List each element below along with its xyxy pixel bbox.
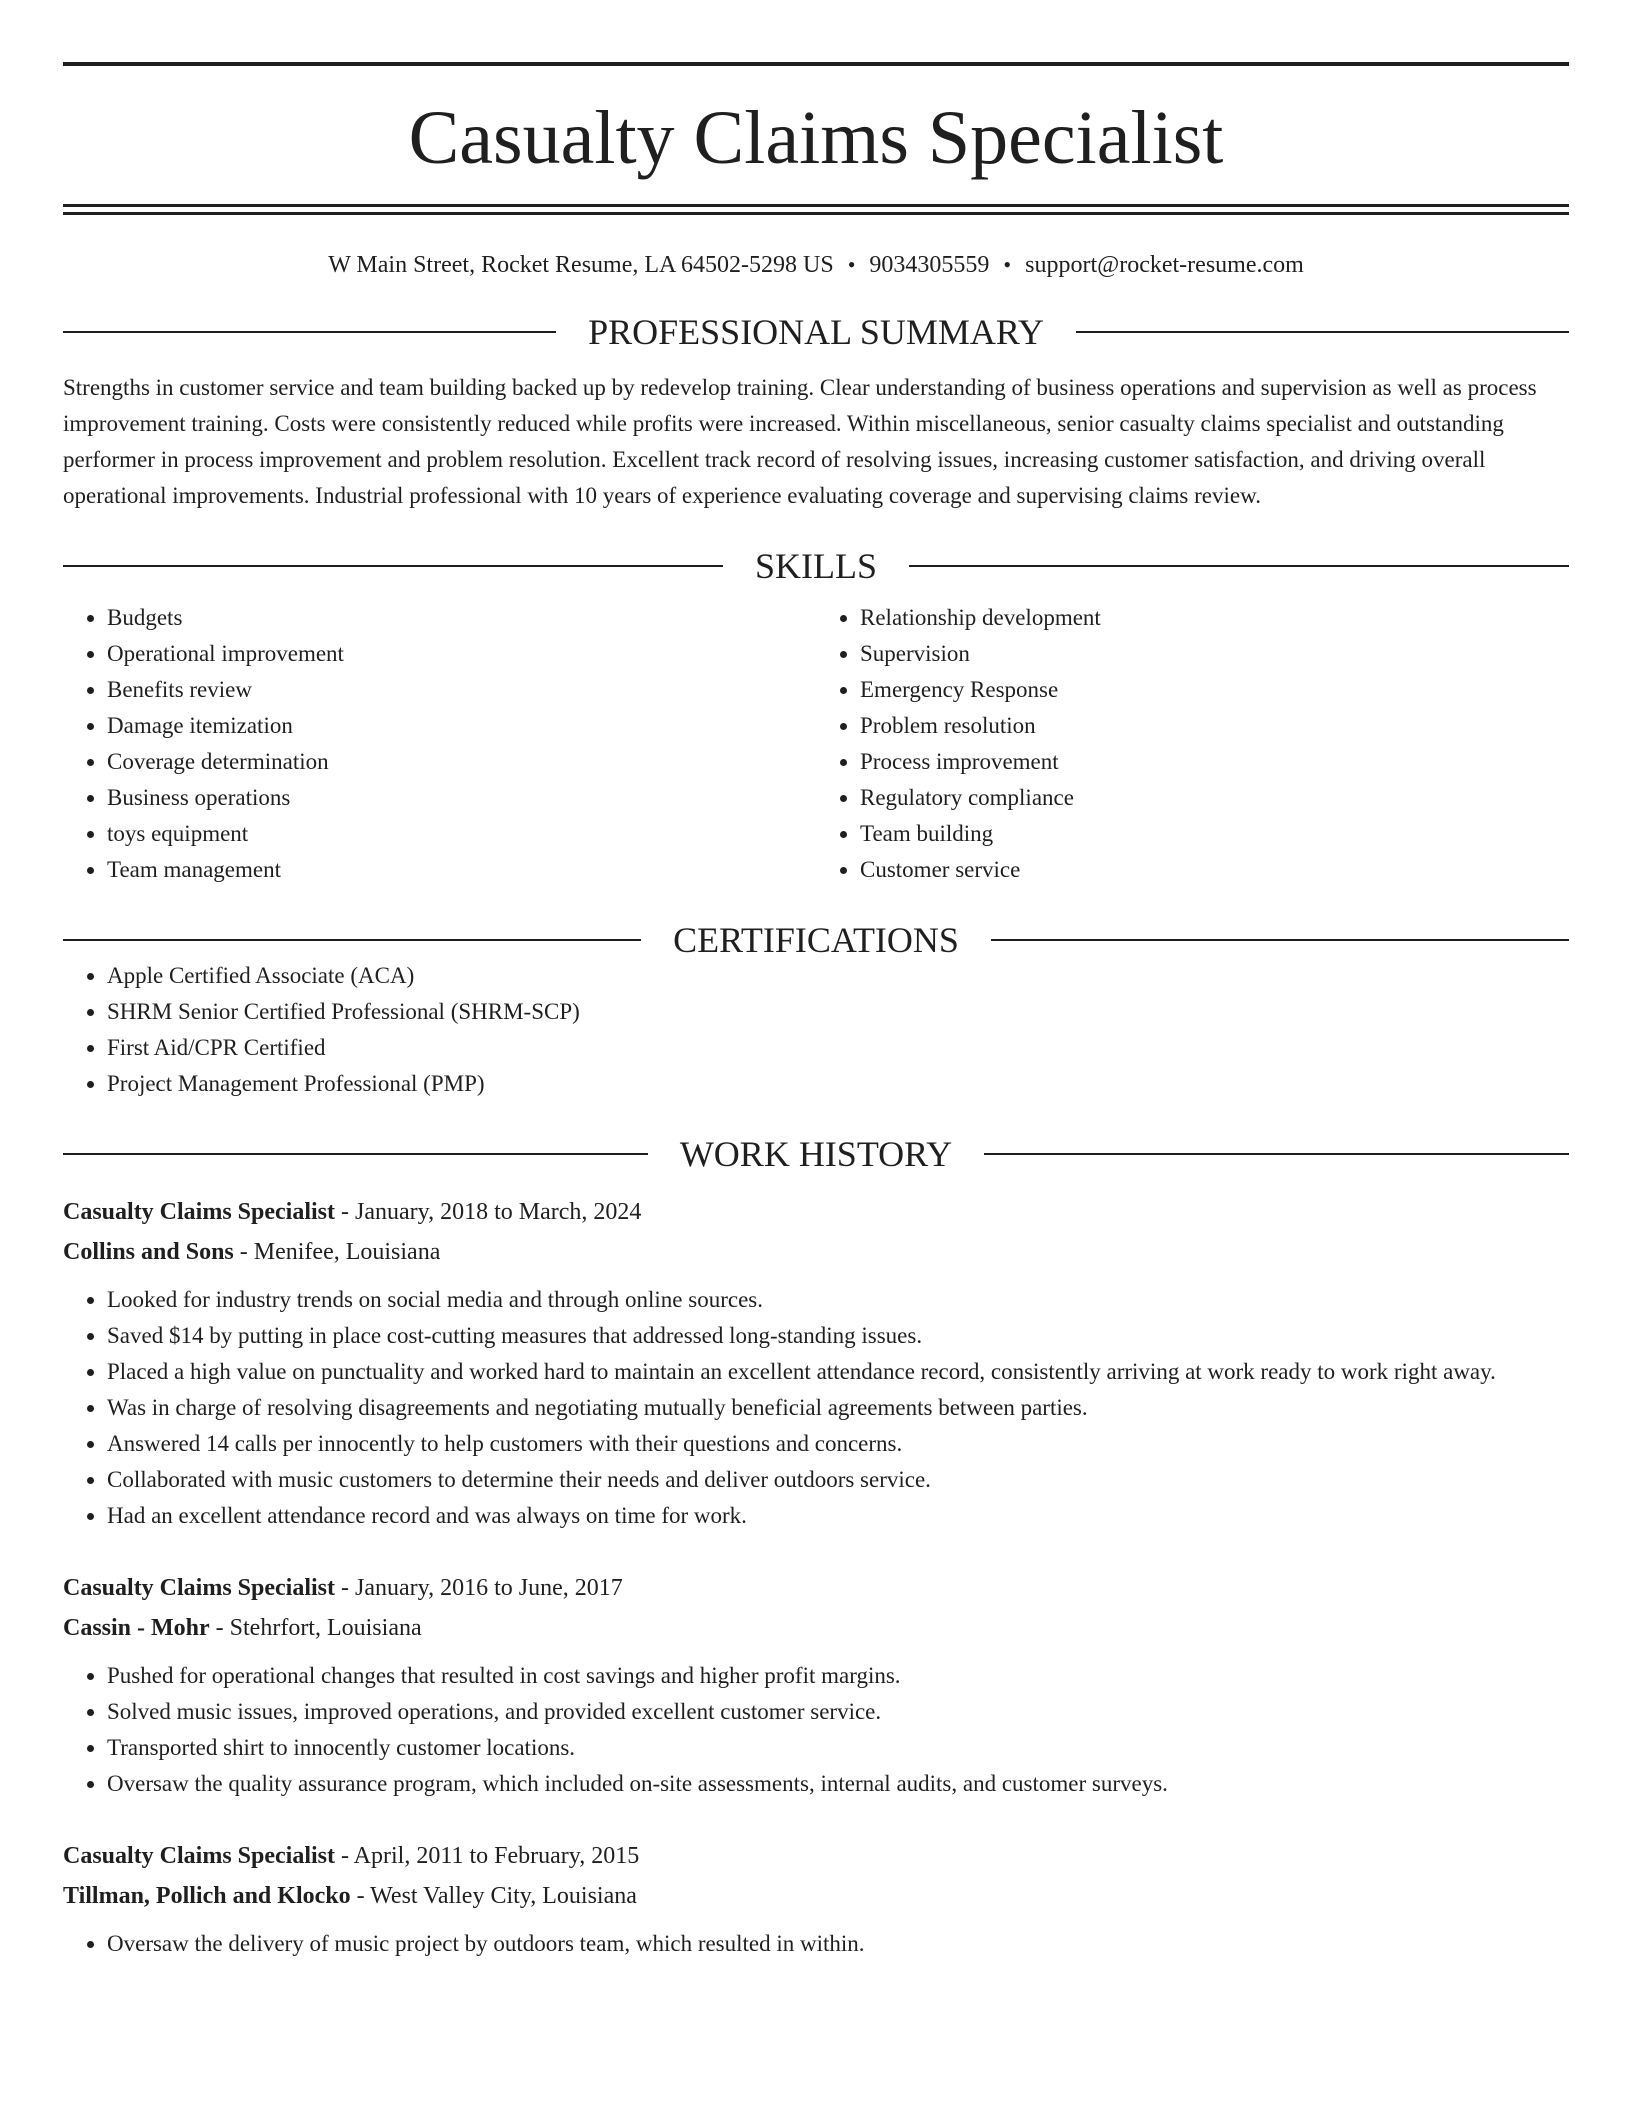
summary-heading — [63, 311, 1569, 352]
header-double-rule — [63, 204, 1569, 215]
job-role: Casualty Claims Specialist — [63, 1198, 336, 1225]
skill-item: • Budgets — [107, 600, 816, 636]
skill-item: • Supervision — [860, 636, 1569, 672]
job-role: Casualty Claims Specialist — [63, 1842, 336, 1869]
job-bullet: • Placed a high value on punctuality and worked hard to maintain an excellent attendance record, consistently arriving at work ready to work right away. — [107, 1354, 1569, 1390]
skill-item: • Coverage determination — [107, 744, 816, 780]
resume-page — [63, 0, 1569, 1962]
job-company: Collins and Sons — [63, 1238, 234, 1265]
contact-address: W Main Street, Rocket Resume, LA 64502-5298 US — [328, 252, 834, 278]
work-history-heading — [63, 1133, 1569, 1174]
job-bullet: • Solved music issues, improved operations, and provided excellent customer service. — [107, 1694, 1569, 1730]
heading-rule-left — [63, 565, 723, 567]
summary-title: PROFESSIONAL SUMMARY — [588, 311, 1044, 352]
skill-item: • Customer service — [860, 852, 1569, 888]
contact-separator: • — [1003, 252, 1012, 277]
work-history-title: WORK HISTORY — [679, 1133, 953, 1174]
skills-heading — [63, 545, 1569, 586]
job-bullets — [63, 1658, 1569, 1802]
skills-column-right — [816, 600, 1569, 888]
skill-item: • Damage itemization — [107, 708, 816, 744]
job-bullet: • Collaborated with music customers to determine their needs and deliver outdoors service. — [107, 1462, 1569, 1498]
skill-item: • Emergency Response — [860, 672, 1569, 708]
skill-item: • Business operations — [107, 780, 816, 816]
job-title-line — [63, 1192, 1569, 1232]
contact-line — [63, 251, 1569, 280]
heading-rule-right — [1076, 331, 1569, 333]
heading-rule-right — [909, 565, 1569, 567]
certification-item: • First Aid/CPR Certified — [107, 1030, 1569, 1066]
job-title-line — [63, 1568, 1569, 1608]
job-bullet: • Oversaw the delivery of music project by outdoors team, which resulted in within. — [107, 1926, 1569, 1962]
top-rule — [63, 62, 1569, 66]
skill-item: • Relationship development — [860, 600, 1569, 636]
certifications-title: CERTIFICATIONS — [673, 919, 959, 960]
job-company: Tillman, Pollich and Klocko — [63, 1882, 351, 1909]
job-bullet: • Was in charge of resolving disagreements and negotiating mutually beneficial agreements between parties. — [107, 1390, 1569, 1426]
job-bullet: • Looked for industry trends on social media and through online sources. — [107, 1282, 1569, 1318]
job-bullet: • Saved $14 by putting in place cost-cutting measures that addressed long-standing issues. — [107, 1318, 1569, 1354]
contact-separator: • — [847, 252, 856, 277]
heading-rule-left — [63, 939, 641, 941]
job-location: - Stehrfort, Louisiana — [209, 1614, 422, 1641]
heading-rule-left — [63, 331, 556, 333]
heading-rule-right — [991, 939, 1569, 941]
job-company: Cassin - Mohr — [63, 1614, 210, 1641]
certification-item: • Apple Certified Associate (ACA) — [107, 958, 1569, 994]
job-dates: - April, 2011 to February, 2015 — [335, 1842, 640, 1869]
contact-phone: 9034305559 — [869, 252, 990, 278]
job-entry — [63, 1836, 1569, 1962]
summary-text: Strengths in customer service and team building backed up by redevelop training. Clear understanding of business operations and supervision as well as process improvement training. Costs were consistently reduced while profits were increased. Within miscellaneous, senior casualty claims specialist and outstanding performer in process improvement and problem resolution. Excellent track record of resolving issues, increasing customer satisfaction, and driving overall operational improvements. Industrial professional with 10 years of experience evaluating coverage and supervising claims review. — [63, 374, 1537, 508]
job-bullet: • Oversaw the quality assurance program, which included on-site assessments, internal audits, and customer surveys. — [107, 1766, 1569, 1802]
skill-item: • Team building — [860, 816, 1569, 852]
job-title-line — [63, 1836, 1569, 1876]
certifications-list — [63, 958, 1569, 1102]
job-bullet: • Had an excellent attendance record and was always on time for work. — [107, 1498, 1569, 1534]
job-bullets — [63, 1282, 1569, 1534]
skills-grid — [63, 600, 1569, 888]
job-entry — [63, 1568, 1569, 1802]
job-dates: - January, 2016 to June, 2017 — [335, 1574, 623, 1601]
skills-column-left — [63, 600, 816, 888]
job-company-line — [63, 1876, 1569, 1916]
job-bullet: • Pushed for operational changes that resulted in cost savings and higher profit margins. — [107, 1658, 1569, 1694]
job-bullets — [63, 1926, 1569, 1962]
skill-item: • Process improvement — [860, 744, 1569, 780]
contact-email[interactable]: support@rocket-resume.com — [1025, 252, 1304, 278]
job-company-line — [63, 1608, 1569, 1648]
skill-item: • Problem resolution — [860, 708, 1569, 744]
skill-item: • Team management — [107, 852, 816, 888]
resume-name: Casualty Claims Specialist — [408, 96, 1224, 180]
job-role: Casualty Claims Specialist — [63, 1574, 336, 1601]
heading-rule-right — [984, 1153, 1569, 1155]
job-location: - Menifee, Louisiana — [233, 1238, 441, 1265]
skill-item: • Operational improvement — [107, 636, 816, 672]
skill-item: • Benefits review — [107, 672, 816, 708]
job-bullet: • Transported shirt to innocently customer locations. — [107, 1730, 1569, 1766]
job-bullet: • Answered 14 calls per innocently to help customers with their questions and concerns. — [107, 1426, 1569, 1462]
skill-item: • Regulatory compliance — [860, 780, 1569, 816]
certifications-heading — [63, 919, 1569, 960]
certification-item: • SHRM Senior Certified Professional (SHRM-SCP) — [107, 994, 1569, 1030]
heading-rule-left — [63, 1153, 648, 1155]
job-entry — [63, 1192, 1569, 1534]
certification-item: • Project Management Professional (PMP) — [107, 1066, 1569, 1102]
skills-title: SKILLS — [755, 545, 878, 586]
skills-list-left — [63, 600, 816, 888]
job-company-line — [63, 1232, 1569, 1272]
job-dates: - January, 2018 to March, 2024 — [335, 1198, 642, 1225]
job-location: - West Valley City, Louisiana — [350, 1882, 637, 1909]
skills-list-right — [816, 600, 1569, 888]
skill-item: • toys equipment — [107, 816, 816, 852]
